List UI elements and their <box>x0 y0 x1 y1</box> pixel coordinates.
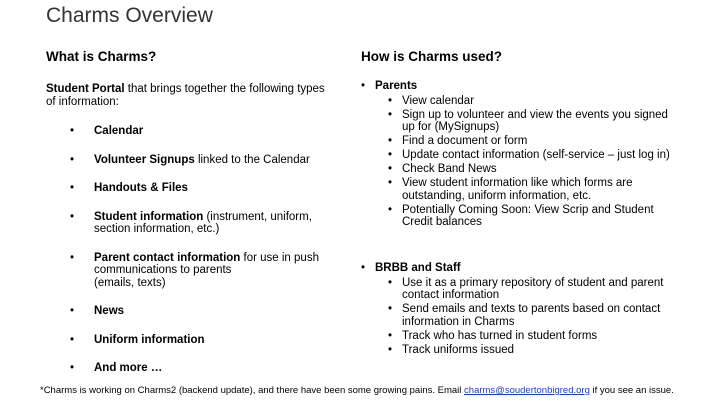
bullet-icon: • <box>388 276 393 289</box>
bullet-icon: • <box>388 149 393 161</box>
item-bold: Student information <box>94 210 204 223</box>
item-text: View student information like which forms are outstanding, uniform information, etc. <box>402 177 633 202</box>
bullet-icon: • <box>388 177 393 189</box>
footnote-text: *Charms is working on Charms2 (backend update), and there have been some growing pains. Email <box>40 385 465 396</box>
bullet-icon: • <box>361 262 366 274</box>
list-item <box>70 182 340 195</box>
slide-title: Charms Overview <box>46 4 213 27</box>
item-text: Update contact information (self-service – just log in) <box>402 149 670 161</box>
footnote-text-end: if you see an issue. <box>589 385 674 396</box>
list-item <box>361 330 681 343</box>
group-heading <box>361 262 681 275</box>
bullet-icon: • <box>70 251 75 264</box>
item-text: linked to the Calendar <box>194 153 310 166</box>
item-bold: Uniform information <box>94 333 205 346</box>
list-item <box>70 334 340 347</box>
list-item <box>361 109 681 134</box>
bullet-icon: • <box>70 333 75 346</box>
bullet-icon: • <box>388 135 393 147</box>
item-text: for use in push communications to parents <box>94 251 319 276</box>
item-text: Potentially Coming Soon: View Scrip and Student Credit balances <box>402 203 654 228</box>
footnote <box>40 385 674 396</box>
brbb-staff-group <box>361 262 681 358</box>
list-item <box>361 163 681 176</box>
list-item <box>361 204 681 229</box>
bullet-icon: • <box>388 329 393 342</box>
list-item <box>361 177 681 202</box>
list-item <box>361 344 681 357</box>
list-item <box>70 211 340 236</box>
list-item <box>361 149 681 162</box>
list-item <box>361 303 681 328</box>
item-text: View calendar <box>402 94 475 107</box>
item-extra-text: (emails, texts) <box>94 276 166 289</box>
bullet-icon: • <box>361 80 366 92</box>
item-bold: Parent contact information <box>94 251 241 264</box>
item-bold: Volunteer Signups <box>94 153 195 166</box>
bullet-icon: • <box>70 305 75 317</box>
item-text: Use it as a primary repository of student and parent contact information <box>402 276 664 301</box>
parents-group <box>361 80 681 230</box>
item-text: Find a document or form <box>402 135 528 147</box>
intro-bold: Student Portal <box>46 83 125 95</box>
item-bold: And more … <box>94 362 163 374</box>
bullet-icon: • <box>388 163 393 175</box>
bullet-icon: • <box>70 210 75 223</box>
bullet-icon: • <box>70 362 75 374</box>
bullet-icon: • <box>388 203 393 216</box>
list-item <box>361 277 681 302</box>
list-item <box>70 154 340 167</box>
bullet-icon: • <box>70 153 75 166</box>
bullet-icon: • <box>70 182 75 194</box>
item-text: Track who has turned in student forms <box>402 329 598 342</box>
item-text: Check Band News <box>402 163 497 175</box>
bullet-icon: • <box>388 94 393 107</box>
item-text: Sign up to volunteer and view the events you signed up for (MySignups) <box>402 108 668 133</box>
bullet-icon: • <box>70 125 75 137</box>
item-bold: News <box>94 305 125 317</box>
how-is-charms-used-heading: How is Charms used? <box>361 49 503 64</box>
list-item <box>361 135 681 148</box>
list-item <box>361 95 681 108</box>
charms-features-list <box>70 125 340 375</box>
staff-uses-list <box>361 277 681 357</box>
group-label: Parents <box>375 80 418 92</box>
list-item <box>70 362 340 375</box>
parents-uses-list <box>361 95 681 229</box>
intro-paragraph <box>46 83 336 109</box>
item-text: Track uniforms issued <box>402 343 515 356</box>
group-heading <box>361 80 681 93</box>
what-is-charms-heading: What is Charms? <box>46 49 157 64</box>
list-item <box>70 305 340 318</box>
bullet-icon: • <box>388 303 393 315</box>
bullet-icon: • <box>388 108 393 121</box>
list-item <box>70 252 340 290</box>
group-label: BRBB and Staff <box>375 262 461 274</box>
item-text: Send emails and texts to parents based on contact information in Charms <box>402 303 661 328</box>
intro-text: that brings together the following types of information: <box>46 83 325 108</box>
bullet-icon: • <box>388 343 393 356</box>
item-bold: Handouts & Files <box>94 182 188 194</box>
list-item <box>70 125 340 138</box>
email-link[interactable]: charms@soudertonbigred.org <box>464 385 590 396</box>
item-bold: Calendar <box>94 125 144 137</box>
item-text: (instrument, uniform, section information, etc.) <box>94 210 312 235</box>
